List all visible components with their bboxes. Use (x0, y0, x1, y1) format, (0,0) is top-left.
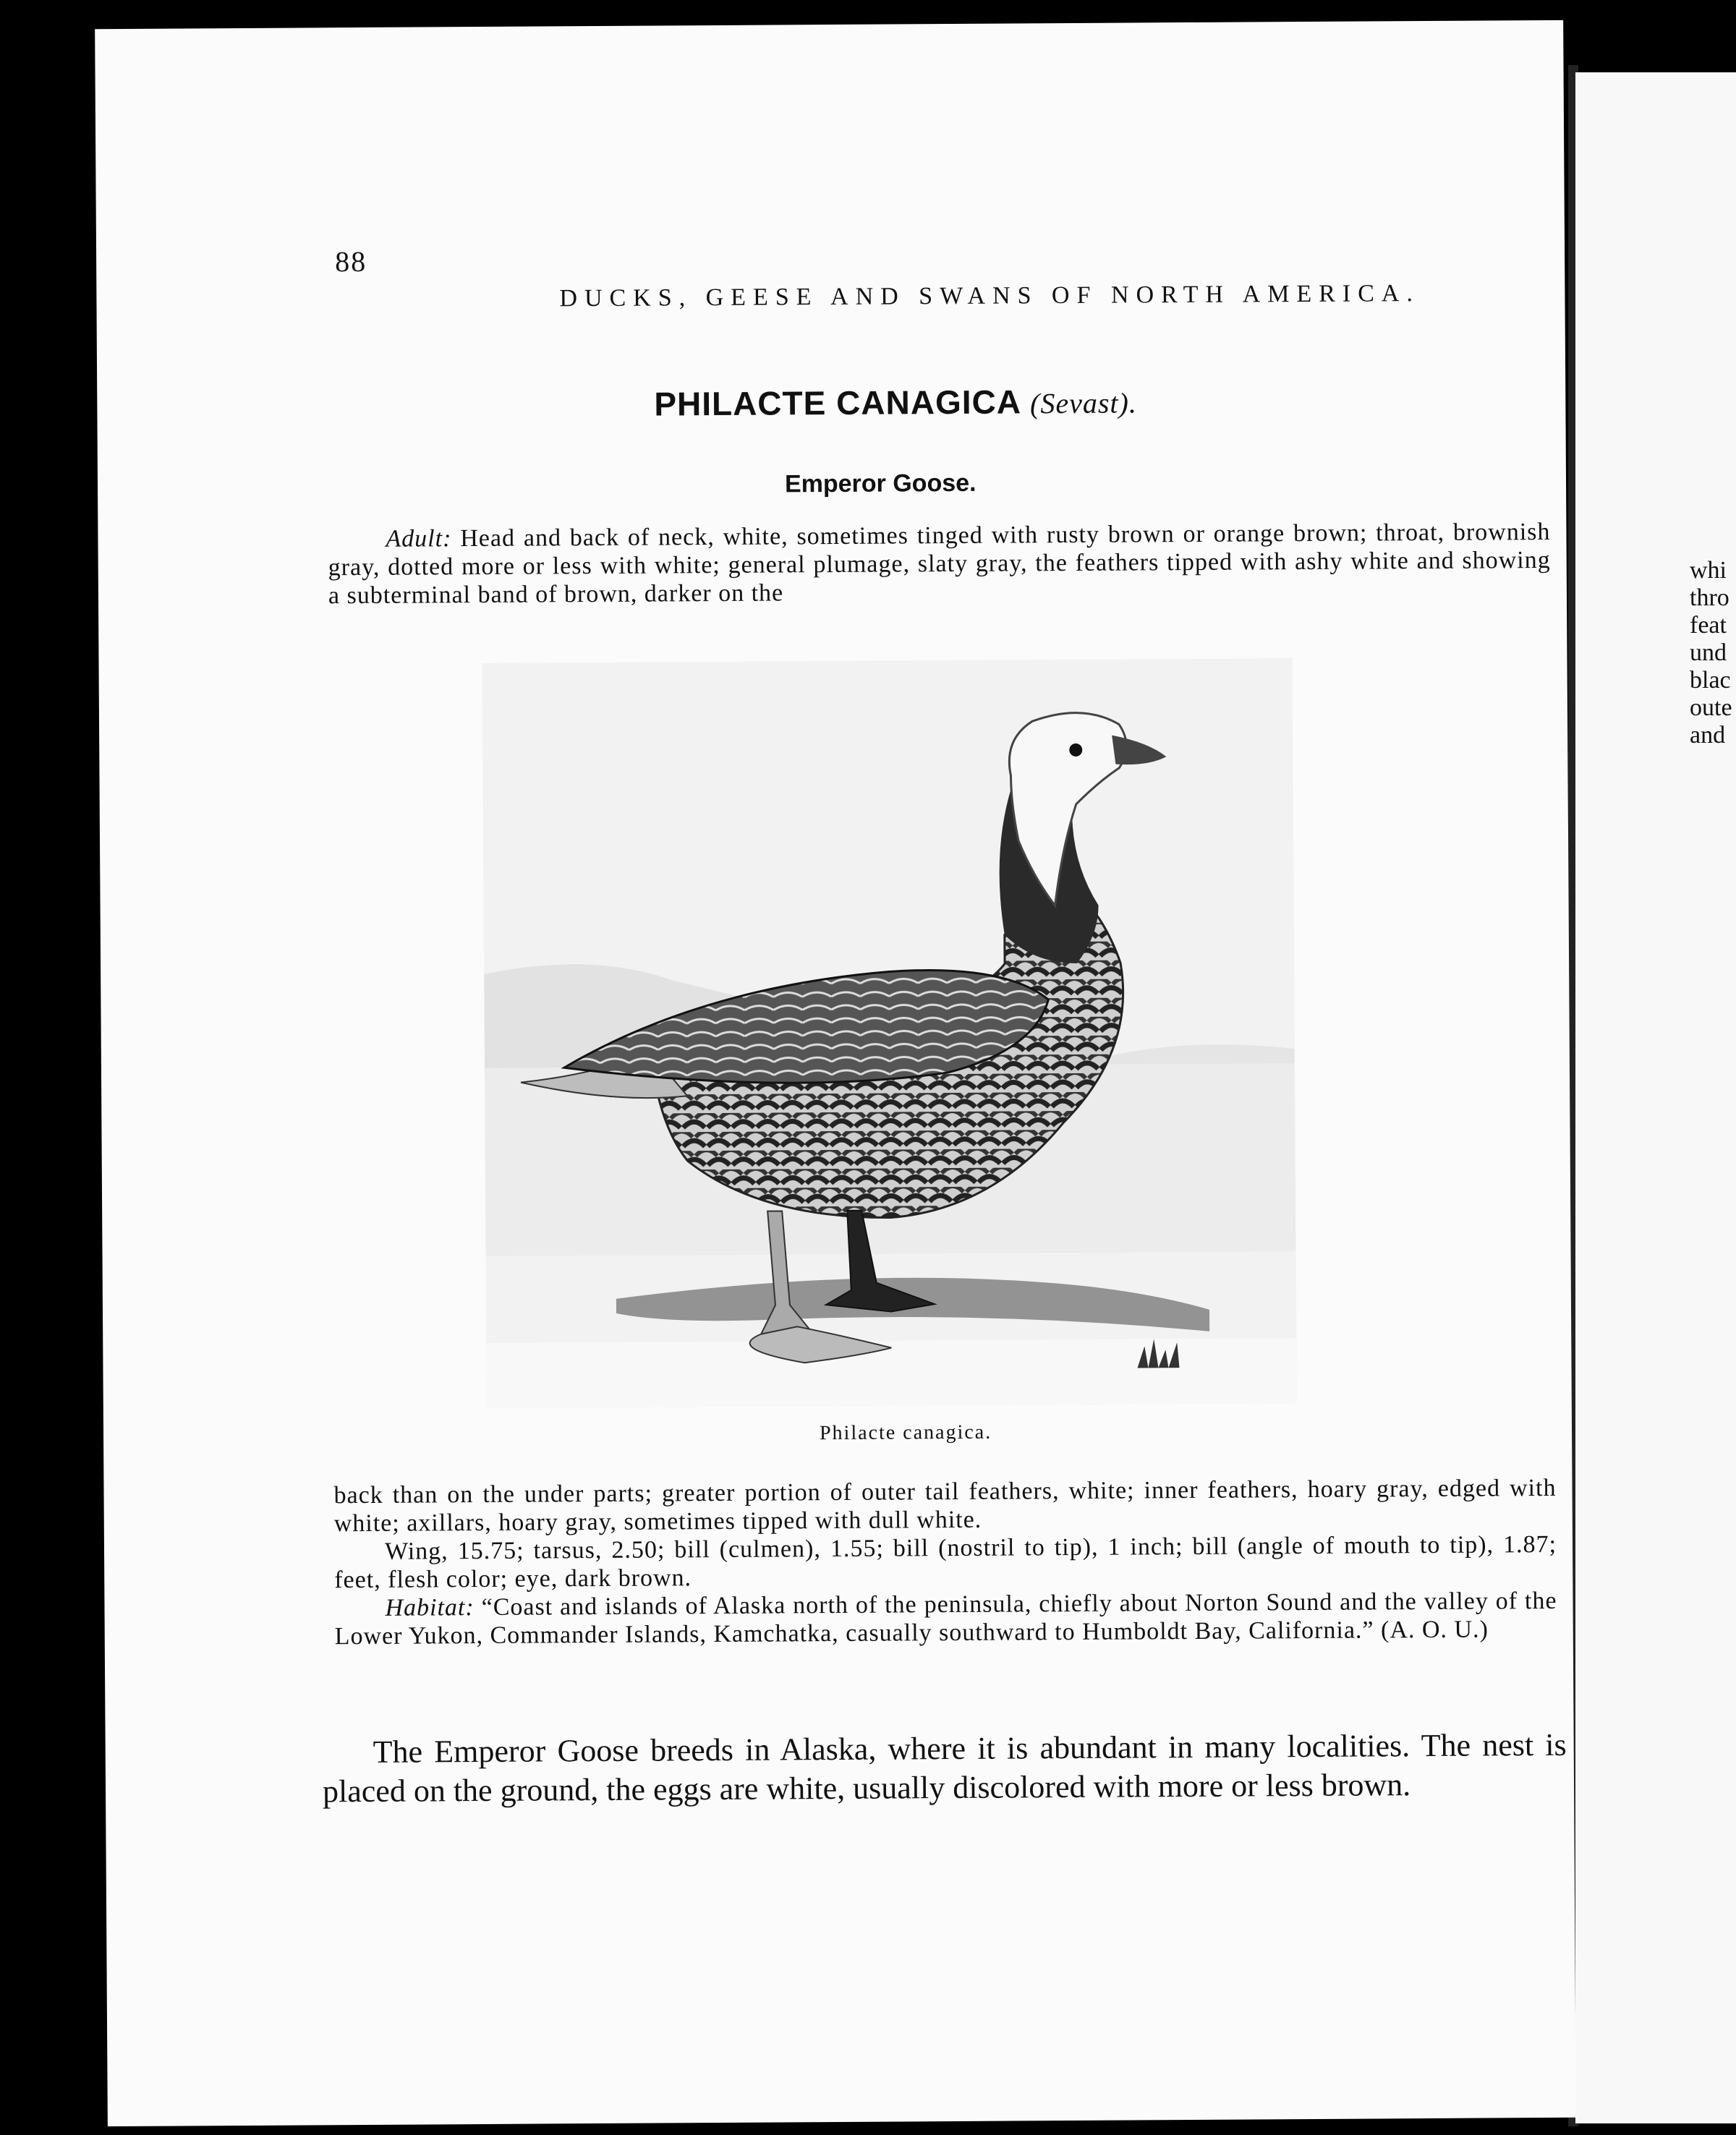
goose-illustration (482, 658, 1297, 1408)
facing-line: oute (1690, 694, 1732, 721)
habitat-text: “Coast and islands of Alaska north of the peninsula, chiefly about Norton Sound and the valley of the Lower Yukon, Commander Islands, Kamchatka, casually southward to Humboldt Bay, California.” (A. O. U.) (334, 1587, 1557, 1650)
figure-caption: Philacte canagica. (819, 1420, 992, 1445)
emperor-goose-drawing (482, 658, 1297, 1408)
facing-line: und (1690, 639, 1727, 666)
facing-line: blac (1690, 667, 1731, 694)
habitat (334, 1587, 1557, 1650)
habitat-label: Habitat: (385, 1594, 475, 1622)
adult-label: Adult: (386, 525, 452, 553)
facing-line: whi (1690, 557, 1727, 584)
adult-description (328, 518, 1551, 610)
facing-page (1575, 72, 1736, 2123)
common-name: Emperor Goose. (784, 469, 977, 498)
narrative-paragraph: The Emperor Goose breeds in Alaska, where it is abundant in many localities. The nest is placed on the ground, the eggs are white, usually discolored with more or less brown. (322, 1726, 1567, 1810)
adult-text: Head and back of neck, white, sometimes tinged with rusty brown or orange brown; throat, brownish gray, dotted more or less with white; general plumage, slaty gray, the feathers tipped with ashy white and showing a subterminal band of brown, darker on the (328, 518, 1551, 610)
measurements: Wing, 15.75; tarsus, 2.50; bill (culmen), 1.55; bill (nostril to tip), 1 inch; bill (angle of mouth to tip), 1.87; feet, flesh color; eye, dark brown. (334, 1530, 1557, 1594)
running-head: DUCKS, GEESE AND SWANS OF NORTH AMERICA. (559, 280, 1421, 312)
species-title (654, 381, 1137, 423)
facing-line: and (1690, 722, 1726, 749)
adult-continued: back than on the under parts; greater portion of outer tail feathers, white; inner feathers, hoary gray, edged with white; axillars, hoary gray, sometimes tipped with dull white. (333, 1474, 1557, 1538)
page-number: 88 (334, 244, 367, 278)
facing-page-text (1690, 557, 1732, 749)
facing-line: feat (1690, 612, 1727, 639)
scientific-name: PHILACTE CANAGICA (654, 383, 1021, 423)
book-page (95, 20, 1576, 2126)
facing-line: thro (1690, 584, 1729, 611)
description-continued (333, 1474, 1557, 1650)
species-authority: (Sevast). (1029, 386, 1138, 420)
